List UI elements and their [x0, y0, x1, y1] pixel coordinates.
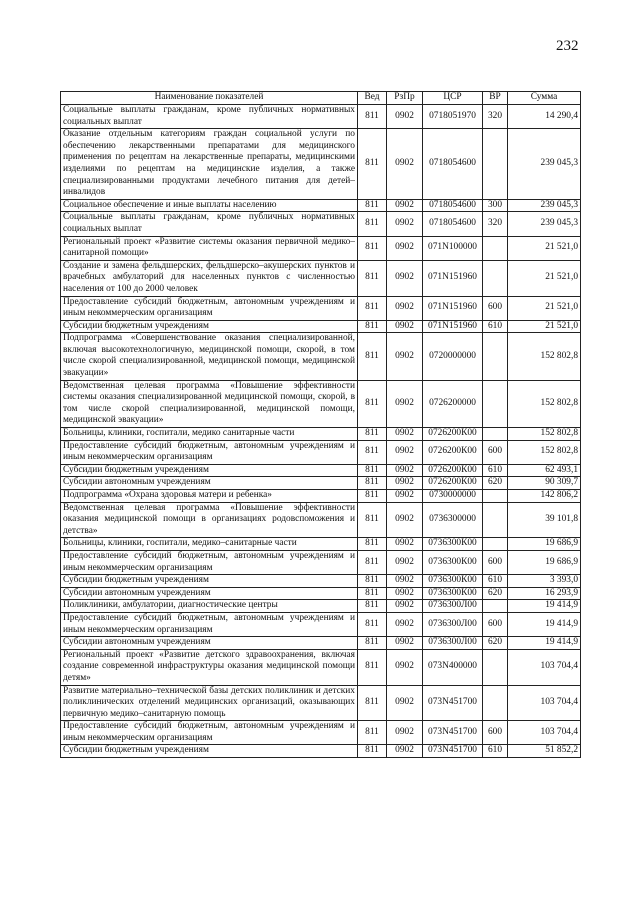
cell-csr: 0736300Л00: [423, 612, 483, 636]
column-header-rzpr: РзПр: [387, 92, 423, 105]
cell-csr: 0736300К00: [423, 550, 483, 574]
cell-vr: [483, 260, 508, 296]
cell-ved: 811: [358, 721, 387, 745]
cell-name: Субсидии автономным учреждениям: [61, 477, 358, 490]
cell-name: Подпрограмма «Охрана здоровья матери и ребенка»: [61, 490, 358, 503]
cell-csr: 0730000000: [423, 490, 483, 503]
cell-vr: 300: [483, 199, 508, 212]
cell-sum: 21 521,0: [508, 260, 581, 296]
cell-sum: 19 686,9: [508, 550, 581, 574]
cell-csr: 073N451700: [423, 745, 483, 758]
cell-sum: 21 521,0: [508, 236, 581, 260]
cell-rzpr: 0902: [387, 464, 423, 477]
cell-name: Предоставление субсидий бюджетным, автономным учреждениям и иным некоммерческим организациям: [61, 550, 358, 574]
cell-csr: 0718054600: [423, 199, 483, 212]
cell-name: Больницы, клиники, госпитали, медико–санитарные части: [61, 538, 358, 551]
cell-ved: 811: [358, 428, 387, 441]
cell-ved: 811: [358, 260, 387, 296]
cell-vr: [483, 333, 508, 380]
cell-name: Больницы, клиники, госпитали, медико санитарные части: [61, 428, 358, 441]
cell-ved: 811: [358, 637, 387, 650]
cell-rzpr: 0902: [387, 550, 423, 574]
cell-ved: 811: [358, 649, 387, 685]
cell-name: Региональный проект «Развитие системы оказания первичной медико–санитарной помощи»: [61, 236, 358, 260]
cell-name: Предоставление субсидий бюджетным, автономным учреждениям и иным некоммерческим организациям: [61, 440, 358, 464]
cell-csr: 0736300000: [423, 502, 483, 538]
cell-name: Создание и замена фельдшерских, фельдшерско–акушерских пунктов и врачебных амбулаторий для населенных пунктов с численностью населения от 100 до 2000 человек: [61, 260, 358, 296]
cell-rzpr: 0902: [387, 212, 423, 236]
cell-name: Субсидии бюджетным учреждениям: [61, 464, 358, 477]
cell-name: Региональный проект «Развитие детского здравоохранения, включая создание современной инфраструктуры оказания медицинской помощи детям»: [61, 649, 358, 685]
table-body: [61, 105, 581, 758]
cell-vr: 600: [483, 612, 508, 636]
cell-rzpr: 0902: [387, 502, 423, 538]
cell-vr: [483, 490, 508, 503]
column-header-name: Наименование показателей: [61, 92, 358, 105]
cell-vr: [483, 600, 508, 613]
cell-rzpr: 0902: [387, 477, 423, 490]
cell-rzpr: 0902: [387, 575, 423, 588]
cell-rzpr: 0902: [387, 685, 423, 721]
cell-name: Ведомственная целевая программа «Повышение эффективности оказания медицинской помощи в организациях родовспоможения и детства»: [61, 502, 358, 538]
cell-sum: 239 045,3: [508, 199, 581, 212]
cell-vr: 320: [483, 212, 508, 236]
table-row: [61, 320, 581, 333]
cell-name: Предоставление субсидий бюджетным, автономным учреждениям и иным некоммерческим организациям: [61, 612, 358, 636]
cell-vr: 610: [483, 464, 508, 477]
table-row: [61, 380, 581, 427]
cell-vr: 600: [483, 550, 508, 574]
cell-vr: [483, 649, 508, 685]
cell-sum: 239 045,3: [508, 129, 581, 200]
cell-name: Субсидии бюджетным учреждениям: [61, 320, 358, 333]
cell-csr: 071N151960: [423, 296, 483, 320]
page-number: 232: [556, 38, 579, 54]
cell-rzpr: 0902: [387, 600, 423, 613]
cell-ved: 811: [358, 587, 387, 600]
cell-vr: 620: [483, 587, 508, 600]
cell-vr: [483, 685, 508, 721]
table-row: [61, 550, 581, 574]
cell-ved: 811: [358, 236, 387, 260]
cell-ved: 811: [358, 745, 387, 758]
cell-ved: 811: [358, 464, 387, 477]
cell-csr: 0726200К00: [423, 440, 483, 464]
cell-name: Субсидии автономным учреждениям: [61, 637, 358, 650]
table-row: [61, 236, 581, 260]
table-row: [61, 105, 581, 129]
table-row: [61, 296, 581, 320]
cell-ved: 811: [358, 380, 387, 427]
cell-sum: 142 806,2: [508, 490, 581, 503]
cell-ved: 811: [358, 129, 387, 200]
cell-ved: 811: [358, 105, 387, 129]
cell-sum: 239 045,3: [508, 212, 581, 236]
column-header-csr: ЦСР: [423, 92, 483, 105]
table-row: [61, 428, 581, 441]
cell-rzpr: 0902: [387, 637, 423, 650]
cell-csr: 0736300К00: [423, 575, 483, 588]
cell-rzpr: 0902: [387, 236, 423, 260]
cell-sum: 19 414,9: [508, 612, 581, 636]
cell-rzpr: 0902: [387, 129, 423, 200]
cell-csr: 0726200000: [423, 380, 483, 427]
table-header-row: [61, 92, 581, 105]
cell-csr: 0736300Л00: [423, 637, 483, 650]
cell-rzpr: 0902: [387, 199, 423, 212]
cell-csr: 073N451700: [423, 685, 483, 721]
cell-sum: 14 290,4: [508, 105, 581, 129]
cell-csr: 073N400000: [423, 649, 483, 685]
cell-name: Социальные выплаты гражданам, кроме публичных нормативных социальных выплат: [61, 105, 358, 129]
table-row: [61, 637, 581, 650]
table-row: [61, 649, 581, 685]
cell-rzpr: 0902: [387, 745, 423, 758]
cell-sum: 103 704,4: [508, 721, 581, 745]
cell-csr: 0736300К00: [423, 587, 483, 600]
table-row: [61, 477, 581, 490]
cell-rzpr: 0902: [387, 538, 423, 551]
cell-vr: 620: [483, 477, 508, 490]
table-row: [61, 333, 581, 380]
cell-ved: 811: [358, 296, 387, 320]
cell-vr: 320: [483, 105, 508, 129]
table-row: [61, 538, 581, 551]
cell-ved: 811: [358, 440, 387, 464]
column-header-ved: Вед: [358, 92, 387, 105]
cell-rzpr: 0902: [387, 320, 423, 333]
table-row: [61, 587, 581, 600]
cell-name: Социальные выплаты гражданам, кроме публичных нормативных социальных выплат: [61, 212, 358, 236]
cell-sum: 152 802,8: [508, 428, 581, 441]
column-header-vr: ВР: [483, 92, 508, 105]
cell-csr: 0726200К00: [423, 464, 483, 477]
cell-vr: 610: [483, 745, 508, 758]
cell-name: Поликлиники, амбулатории, диагностические центры: [61, 600, 358, 613]
cell-rzpr: 0902: [387, 296, 423, 320]
cell-rzpr: 0902: [387, 612, 423, 636]
cell-name: Субсидии бюджетным учреждениям: [61, 745, 358, 758]
cell-csr: 0726200К00: [423, 477, 483, 490]
cell-rzpr: 0902: [387, 721, 423, 745]
cell-rzpr: 0902: [387, 260, 423, 296]
cell-rzpr: 0902: [387, 105, 423, 129]
cell-csr: 0718054600: [423, 212, 483, 236]
table-row: [61, 199, 581, 212]
cell-csr: 071N151960: [423, 320, 483, 333]
cell-vr: [483, 236, 508, 260]
cell-name: Развитие материально–технической базы детских поликлиник и детских поликлинических отделений медицинских организаций, оказывающих первичную медико–санитарную помощь: [61, 685, 358, 721]
cell-csr: 0720000000: [423, 333, 483, 380]
cell-vr: [483, 502, 508, 538]
table-row: [61, 440, 581, 464]
table-row: [61, 721, 581, 745]
cell-rzpr: 0902: [387, 587, 423, 600]
cell-ved: 811: [358, 600, 387, 613]
cell-csr: 0718054600: [423, 129, 483, 200]
cell-ved: 811: [358, 199, 387, 212]
cell-rzpr: 0902: [387, 490, 423, 503]
cell-sum: 19 686,9: [508, 538, 581, 551]
cell-ved: 811: [358, 612, 387, 636]
table-row: [61, 575, 581, 588]
cell-name: Субсидии бюджетным учреждениям: [61, 575, 358, 588]
column-header-sum: Сумма: [508, 92, 581, 105]
cell-name: Подпрограмма «Совершенствование оказания специализированной, включая высокотехнологичную, медицинской помощи, скорой, в том числе скорой специализированной, медицинской помощи, медицинской эвакуации»: [61, 333, 358, 380]
cell-rzpr: 0902: [387, 440, 423, 464]
cell-sum: 152 802,8: [508, 333, 581, 380]
cell-sum: 39 101,8: [508, 502, 581, 538]
cell-sum: 152 802,8: [508, 380, 581, 427]
cell-vr: 610: [483, 320, 508, 333]
cell-ved: 811: [358, 550, 387, 574]
cell-ved: 811: [358, 575, 387, 588]
cell-vr: 620: [483, 637, 508, 650]
table-row: [61, 745, 581, 758]
table-row: [61, 612, 581, 636]
cell-csr: 0736300Л00: [423, 600, 483, 613]
cell-ved: 811: [358, 212, 387, 236]
cell-csr: 071N151960: [423, 260, 483, 296]
cell-sum: 21 521,0: [508, 320, 581, 333]
cell-name: Предоставление субсидий бюджетным, автономным учреждениям и иным некоммерческим организациям: [61, 721, 358, 745]
table-row: [61, 212, 581, 236]
cell-csr: 0718051970: [423, 105, 483, 129]
cell-rzpr: 0902: [387, 380, 423, 427]
cell-vr: [483, 380, 508, 427]
cell-vr: [483, 129, 508, 200]
cell-sum: 19 414,9: [508, 637, 581, 650]
table-row: [61, 685, 581, 721]
table-row: [61, 490, 581, 503]
cell-sum: 62 493,1: [508, 464, 581, 477]
cell-vr: 600: [483, 296, 508, 320]
cell-name: Оказание отдельным категориям граждан социальной услуги по обеспечению лекарственными препаратами для медицинского применения по рецептам на лекарственные препараты, медицинскими изделиями по рецептам на медицинские изделия, а также специализированными продуктами лечебного питания для детей–инвалидов: [61, 129, 358, 200]
cell-name: Социальное обеспечение и иные выплаты населению: [61, 199, 358, 212]
cell-sum: 103 704,4: [508, 649, 581, 685]
cell-sum: 152 802,8: [508, 440, 581, 464]
cell-csr: 0736300К00: [423, 538, 483, 551]
cell-sum: 51 852,2: [508, 745, 581, 758]
cell-ved: 811: [358, 685, 387, 721]
cell-ved: 811: [358, 538, 387, 551]
cell-ved: 811: [358, 320, 387, 333]
cell-rzpr: 0902: [387, 333, 423, 380]
table-row: [61, 129, 581, 200]
cell-sum: 19 414,9: [508, 600, 581, 613]
budget-table: [60, 91, 581, 758]
cell-sum: 90 309,7: [508, 477, 581, 490]
table-row: [61, 260, 581, 296]
cell-sum: 103 704,4: [508, 685, 581, 721]
cell-ved: 811: [358, 502, 387, 538]
cell-vr: [483, 428, 508, 441]
cell-vr: [483, 538, 508, 551]
cell-ved: 811: [358, 477, 387, 490]
cell-name: Ведомственная целевая программа «Повышение эффективности системы оказания специализированной медицинской помощи, скорой, в том числе скорой специализированной, медицинской помощи, медицинской эвакуации»: [61, 380, 358, 427]
cell-csr: 071N100000: [423, 236, 483, 260]
cell-sum: 16 293,9: [508, 587, 581, 600]
cell-name: Предоставление субсидий бюджетным, автономным учреждениям и иным некоммерческим организациям: [61, 296, 358, 320]
table-row: [61, 600, 581, 613]
cell-vr: 600: [483, 721, 508, 745]
cell-ved: 811: [358, 333, 387, 380]
cell-csr: 073N451700: [423, 721, 483, 745]
cell-csr: 0726200К00: [423, 428, 483, 441]
cell-vr: 600: [483, 440, 508, 464]
cell-ved: 811: [358, 490, 387, 503]
cell-sum: 21 521,0: [508, 296, 581, 320]
cell-vr: 610: [483, 575, 508, 588]
cell-rzpr: 0902: [387, 649, 423, 685]
cell-rzpr: 0902: [387, 428, 423, 441]
table-row: [61, 502, 581, 538]
cell-name: Субсидии автономным учреждениям: [61, 587, 358, 600]
table-row: [61, 464, 581, 477]
cell-sum: 3 393,0: [508, 575, 581, 588]
